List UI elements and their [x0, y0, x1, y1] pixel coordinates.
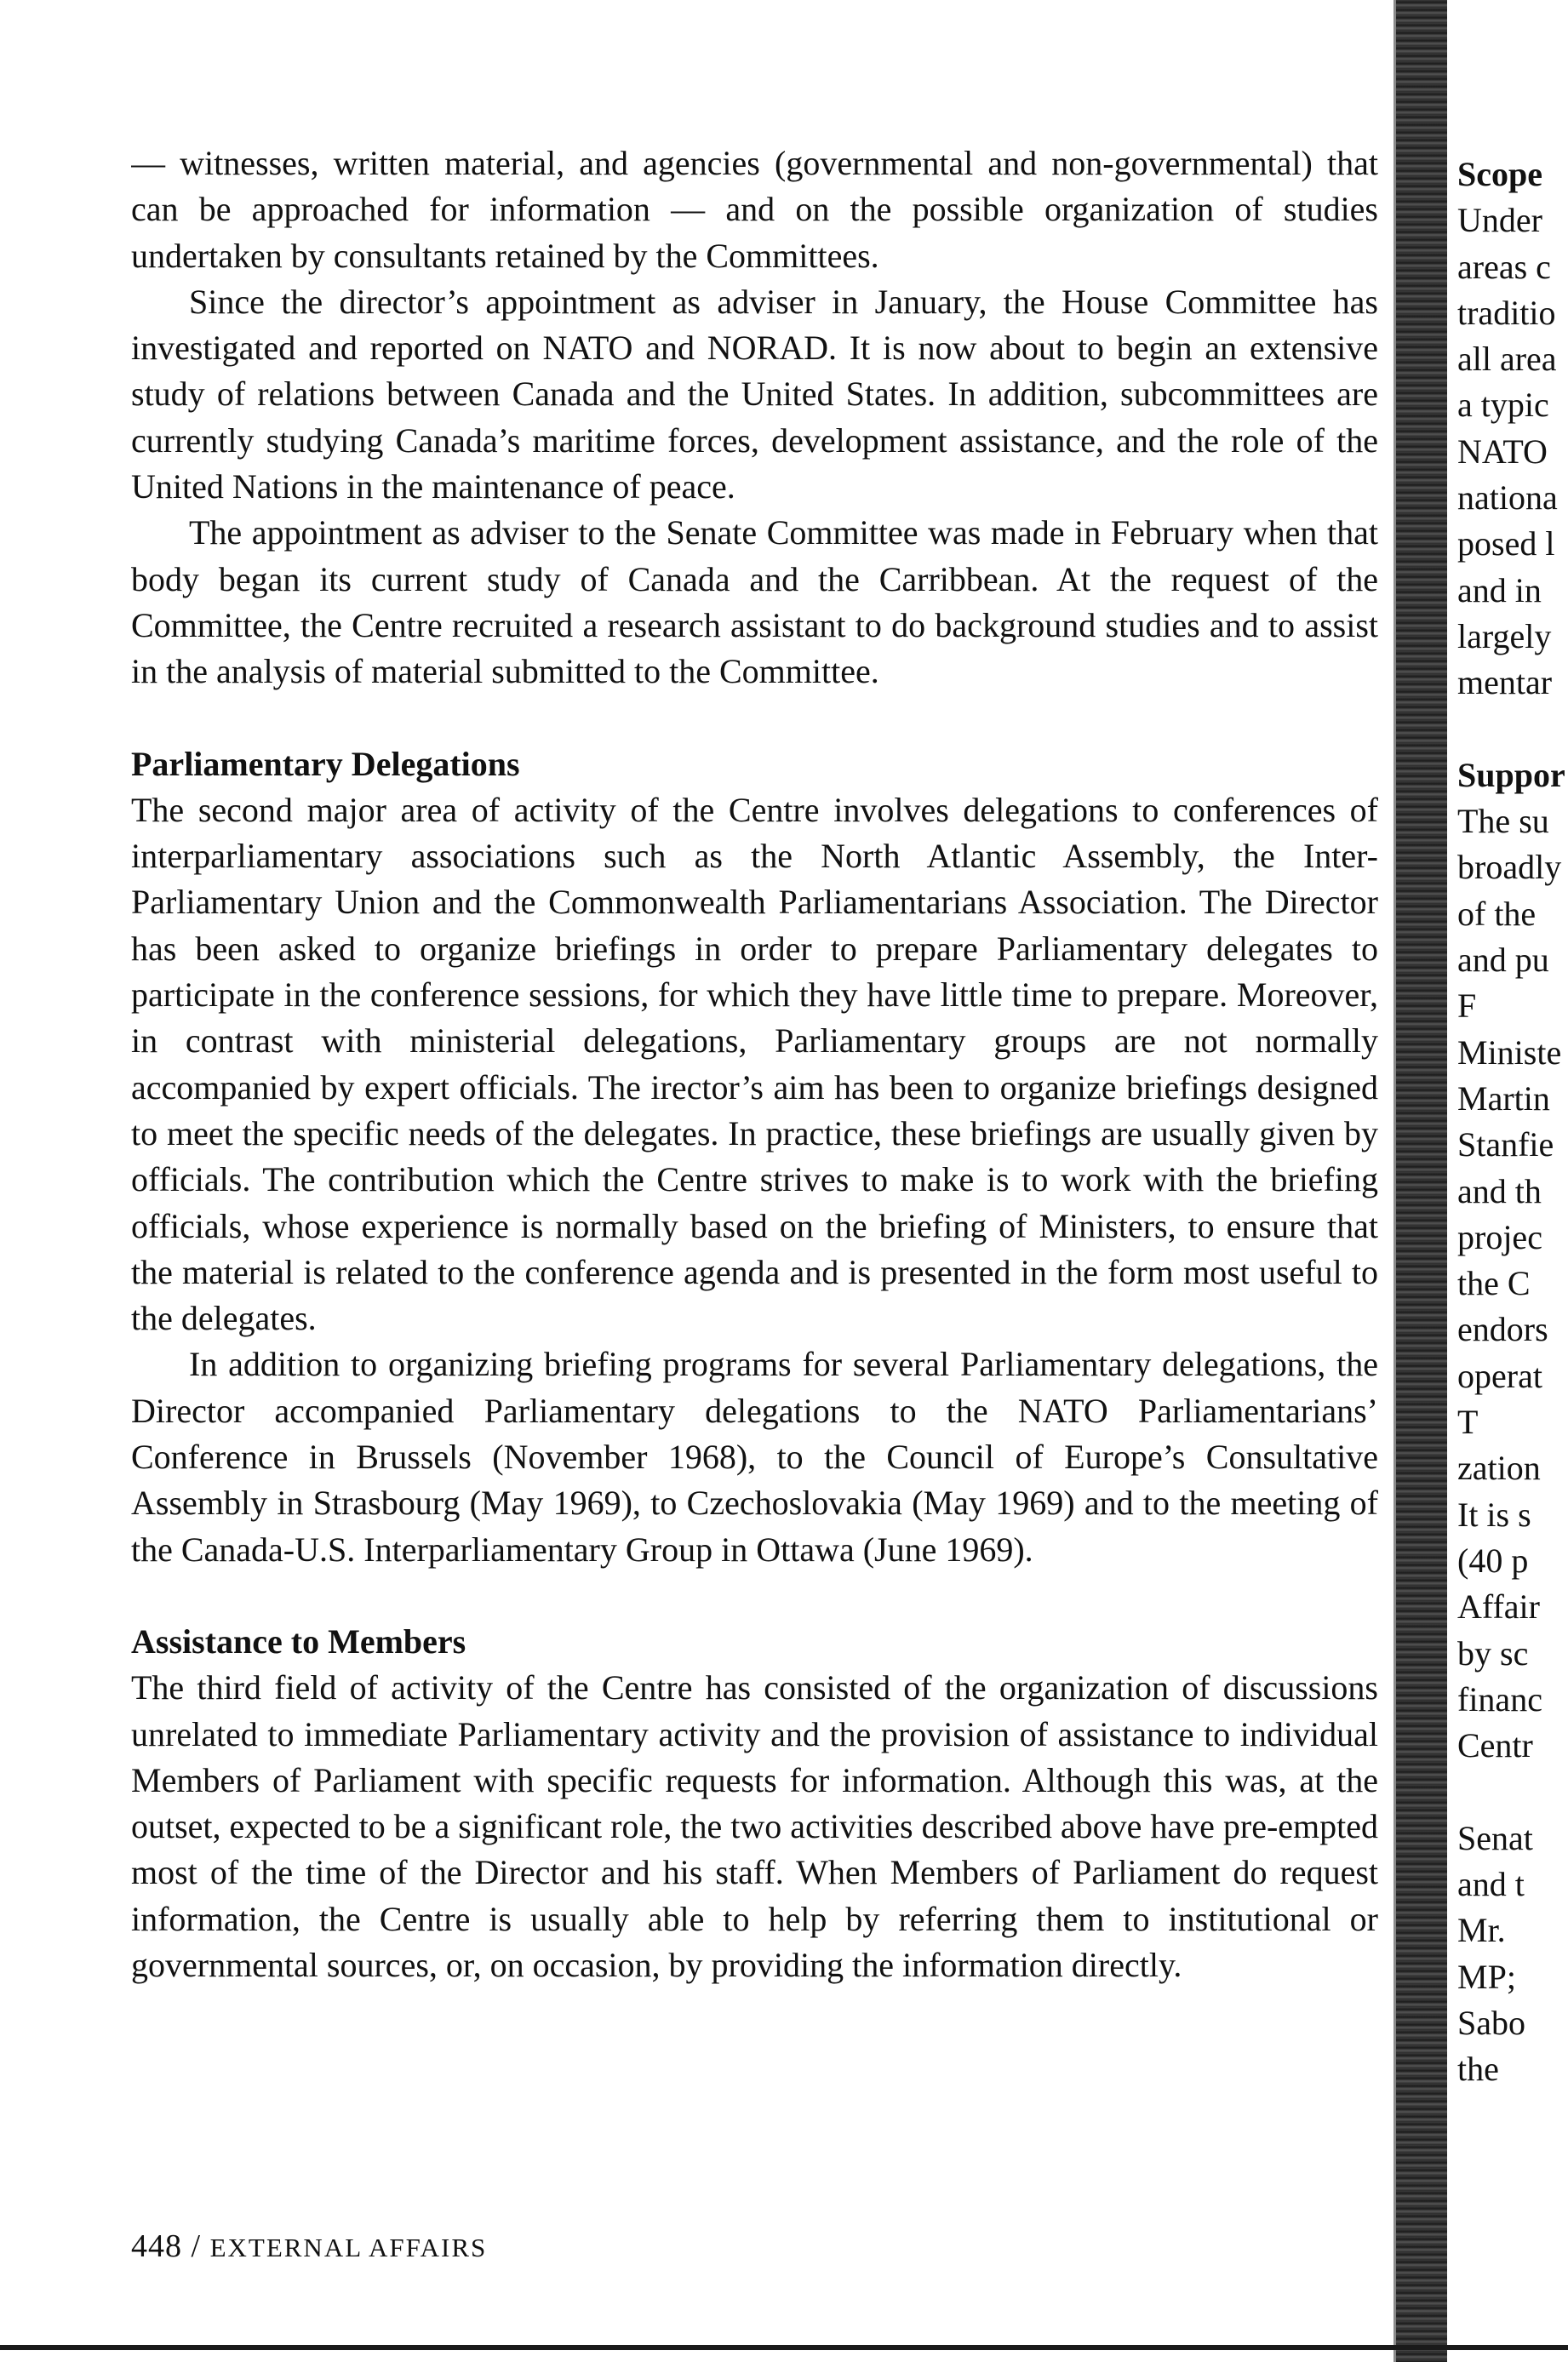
bottom-edge-rule: [0, 2345, 1568, 2350]
right-fragment-line: The su: [1457, 802, 1549, 841]
right-fragment-line: areas c: [1457, 247, 1551, 286]
right-fragment-line: Scope: [1457, 155, 1542, 193]
left-column: [131, 140, 1378, 1988]
right-fragment-line: broadly: [1457, 848, 1562, 887]
right-fragment-heading: Suppor: [1457, 755, 1565, 794]
right-fragment-gap: [1457, 706, 1568, 752]
paragraph-2: Since the director’s appointment as adviser in January, the House Committee has investigated and reported on NATO and NORAD. It is now about to begin an extensive study of relations between Canada and the United States. In addition, subcommittees are currently studying Canada’s maritime forces, development assistance, and the role of the United Nations in the maintenance of peace.: [131, 282, 1378, 506]
right-column-fragment: [1457, 152, 1568, 2092]
right-fragment-line: Martin: [1457, 1078, 1550, 1118]
right-fragment-line: and in: [1457, 570, 1542, 609]
right-fragment-line: operat: [1457, 1356, 1542, 1395]
right-fragment-line: zation: [1457, 1449, 1541, 1488]
right-fragment-line: and t: [1457, 1864, 1525, 1903]
right-fragment-line: a typic: [1457, 386, 1549, 425]
right-fragment-line: It is s: [1457, 1495, 1531, 1534]
heading-parliamentary-delegations: Parliamentary Delegations: [131, 744, 520, 783]
publication-title: EXTERNAL AFFAIRS: [209, 2233, 488, 2262]
right-fragment-line: the: [1457, 2050, 1499, 2089]
page-number: 448: [131, 2228, 182, 2264]
right-fragment-line: Affair: [1457, 1587, 1540, 1627]
right-fragment-line: projec: [1457, 1217, 1542, 1256]
right-fragment-line: (40 p: [1457, 1541, 1529, 1580]
right-fragment-line: Ministe: [1457, 1032, 1562, 1072]
right-fragment-line: mentar: [1457, 663, 1553, 702]
right-fragment-line: Senat: [1457, 1818, 1533, 1857]
paragraph-6: The third field of activity of the Centre has consisted of the organization of discussions unrelated to immediate Parliamentary activity and the provision of assistance to individual Members of Parliament with specific requests for information. Although this was, at the outset, expected to be a significant role, the two activities described above have pre-empted most of the time of the Director and his staff. When Members of Parliament do request information, the Centre is usually able to help by referring them to institutional or governmental sources, or, on occasion, by providing the information directly.: [131, 1668, 1378, 1984]
right-fragment-line: F: [1457, 987, 1477, 1026]
right-fragment-line: MP;: [1457, 1957, 1516, 1996]
section-gap: [131, 695, 1378, 741]
right-fragment-line: endors: [1457, 1310, 1548, 1349]
right-fragment-line: the C: [1457, 1264, 1531, 1303]
paragraph-5: In addition to organizing briefing programs for several Parliamentary delegations, the Director accompanied Parliamentary delegations to the NATO Parliamentarians’ Conference in Brussels (November 1968), to the Council of Europe’s Consultative Assembly in Strasbourg (May 1969), to Czechoslovakia (May 1969) and to the meeting of the Canada-U.S. Interparliamentary Group in Ottawa (June 1969).: [131, 1345, 1378, 1569]
right-fragment-line: all area: [1457, 340, 1557, 379]
right-fragment-line: traditio: [1457, 293, 1556, 332]
footer-separator: /: [191, 2228, 202, 2264]
right-fragment-line: T: [1457, 1403, 1479, 1442]
right-fragment-line: [1457, 1769, 1568, 1815]
right-fragment-line: posed l: [1457, 524, 1555, 563]
right-fragment-line: Sabo: [1457, 2003, 1525, 2042]
right-fragment-line: NATO: [1457, 432, 1548, 471]
right-fragment-line: largely: [1457, 616, 1552, 655]
right-fragment-line: by sc: [1457, 1633, 1529, 1673]
right-fragment-line: nationa: [1457, 478, 1558, 518]
right-fragment-line: Mr.: [1457, 1911, 1506, 1950]
right-fragment-line: Under: [1457, 201, 1542, 240]
paragraph-4: The second major area of activity of the Centre involves delegations to conferences of interparliamentary associations such as the North Atlantic Assembly, the Inter-Parliamentary Union and the Commonwealth Parliamentarians Association. The Director has been asked to organize briefings in order to prepare Parliamentary delegates to participate in the conference sessions, for which they have little time to prepare. Moreover, in contrast with ministerial delegations, Parliamentary groups are not normally accompanied by expert officials. The irector’s aim has been to organize briefings designed to meet the specific needs of the delegates. In practice, these briefings are usually given by officials. The contribution which the Centre strives to make is to work with the briefing officials, whose experience is normally based on the briefing of Ministers, to ensure that the material is related to the conference agenda and is presented in the form most useful to the delegates.: [131, 790, 1378, 1338]
right-fragment-line: financ: [1457, 1679, 1542, 1719]
right-fragment-line: and pu: [1457, 941, 1549, 980]
paragraph-1: — witnesses, written material, and agencies (governmental and non-governmental) that can be approached for information — and on the possible organization of studies undertaken by consultants retained by the Committees.: [131, 144, 1378, 275]
paragraph-3: The appointment as adviser to the Senate Committee was made in February when that body began its current study of Canada and the Carribbean. At the request of the Committee, the Centre recruited a research assistant to do background studies and to assist in the analysis of material submitted to the Committee.: [131, 513, 1378, 691]
binding-gutter: [1396, 0, 1447, 2362]
right-fragment-line: of the: [1457, 894, 1537, 933]
heading-assistance-to-members: Assistance to Members: [131, 1621, 466, 1661]
right-fragment-line: Stanfie: [1457, 1125, 1554, 1164]
right-fragment-line: and th: [1457, 1171, 1542, 1210]
page-footer: [131, 2223, 487, 2271]
right-fragment-line: Centr: [1457, 1726, 1533, 1765]
section-gap: [131, 1573, 1378, 1619]
